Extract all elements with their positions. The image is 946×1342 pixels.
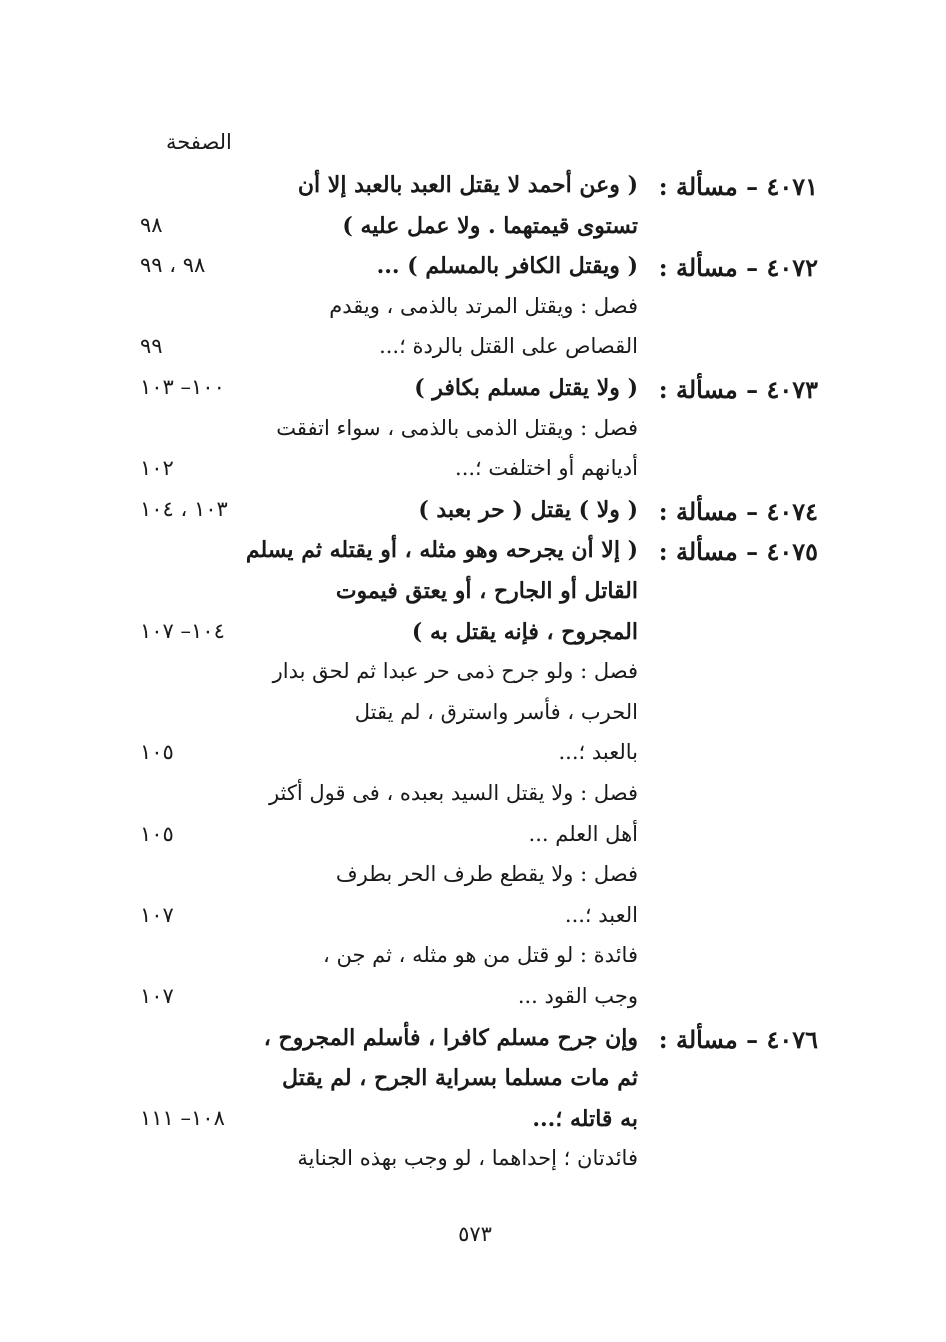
entry-number: ٤٠٧٥ – مسألة :	[658, 537, 818, 566]
entry-pages: ٩٩	[140, 334, 163, 358]
entry-text: ( ويقتل الكافر بالمسلم ) ...	[376, 253, 638, 279]
entry-number: ٤٠٧٤ – مسألة :	[658, 497, 818, 526]
entry-text: ( ولا يقتل مسلم بكافر )	[414, 375, 638, 401]
index-entry	[0, 578, 946, 618]
page-number: ٥٧٣	[458, 1222, 492, 1246]
index-entry	[0, 1025, 946, 1065]
entry-pages: ١٠٤– ١٠٧	[140, 619, 225, 643]
index-entry	[0, 172, 946, 212]
index-entry	[0, 456, 946, 496]
index-entry	[0, 862, 946, 902]
entry-text: القصاص على القتل بالردة ؛...	[379, 334, 638, 358]
entry-pages: ١٠٢	[140, 456, 174, 480]
entry-text: فصل : ويقتل المرتد بالذمى ، ويقدم	[329, 294, 638, 318]
entry-number: ٤٠٧٦ – مسألة :	[658, 1025, 818, 1054]
index-entry	[0, 253, 946, 293]
index-entry	[0, 1065, 946, 1105]
index-entry	[0, 984, 946, 1024]
entry-text: فصل : ولا يقتل السيد بعبده ، فى قول أكثر	[268, 781, 638, 805]
index-entry	[0, 619, 946, 659]
entry-pages: ١٠٥	[140, 740, 174, 764]
entry-number: ٤٠٧٣ – مسألة :	[658, 375, 818, 404]
entry-pages: ١٠٣ ، ١٠٤	[140, 497, 228, 521]
index-entry	[0, 1106, 946, 1146]
entry-text: المجروح ، فإنه يقتل به )	[411, 619, 638, 645]
entry-text: الحرب ، فأسر واسترق ، لم يقتل	[354, 700, 638, 724]
index-entry	[0, 294, 946, 334]
index-entry	[0, 943, 946, 983]
index-entry	[0, 213, 946, 253]
index-entry	[0, 903, 946, 943]
entry-text: القاتل أو الجارح ، أو يعتق فيموت	[335, 578, 638, 604]
entry-text: وإن جرح مسلم كافرا ، فأسلم المجروح ،	[263, 1025, 638, 1051]
entry-pages: ١٠٠– ١٠٣	[140, 375, 225, 399]
entry-text: به قاتله ؛...	[532, 1106, 638, 1132]
entry-text: ( ولا ) يقتل ( حر بعبد )	[418, 497, 638, 523]
entry-text: ( إلا أن يجرحه وهو مثله ، أو يقتله ثم يسلم	[245, 537, 638, 563]
entry-pages: ١٠٥	[140, 822, 174, 846]
entry-pages: ٩٨	[140, 213, 163, 237]
index-entry	[0, 659, 946, 699]
entry-pages: ٩٨ ، ٩٩	[140, 253, 206, 277]
index-entry	[0, 416, 946, 456]
index-entry	[0, 497, 946, 537]
index-entry	[0, 740, 946, 780]
entry-text: ( وعن أحمد لا يقتل العبد بالعبد إلا أن	[297, 172, 638, 198]
entry-text: العبد ؛...	[564, 903, 638, 927]
entry-text: فائدتان ؛ إحداهما ، لو وجب بهذه الجناية	[297, 1146, 638, 1170]
entry-text: تستوى قيمتهما . ولا عمل عليه )	[342, 213, 638, 239]
entry-text: أهل العلم ...	[528, 822, 638, 846]
entry-text: فصل : ولو جرح ذمى حر عبدا ثم لحق بدار	[272, 659, 638, 683]
entry-pages: ١٠٧	[140, 903, 174, 927]
index-entry	[0, 700, 946, 740]
entry-text: ثم مات مسلما بسراية الجرح ، لم يقتل	[282, 1065, 638, 1091]
entry-text: فائدة : لو قتل من هو مثله ، ثم جن ،	[323, 943, 638, 967]
entry-text: أديانهم أو اختلفت ؛...	[455, 456, 638, 480]
index-entry	[0, 375, 946, 415]
entry-pages: ١٠٧	[140, 984, 174, 1008]
entry-text: وجب القود ...	[517, 984, 638, 1008]
entry-number: ٤٠٧١ – مسألة :	[658, 172, 818, 201]
index-entry	[0, 537, 946, 577]
entry-number: ٤٠٧٢ – مسألة :	[658, 253, 818, 282]
index-entry	[0, 1146, 946, 1186]
index-entry	[0, 781, 946, 821]
index-entry	[0, 822, 946, 862]
index-entry	[0, 334, 946, 374]
entry-pages: ١٠٨– ١١١	[140, 1106, 225, 1130]
entry-text: فصل : ولا يقطع طرف الحر بطرف	[335, 862, 638, 886]
entry-text: فصل : ويقتل الذمى بالذمى ، سواء اتفقت	[276, 416, 638, 440]
page-column-header: الصفحة	[166, 130, 232, 154]
entry-text: بالعبد ؛...	[558, 740, 638, 764]
